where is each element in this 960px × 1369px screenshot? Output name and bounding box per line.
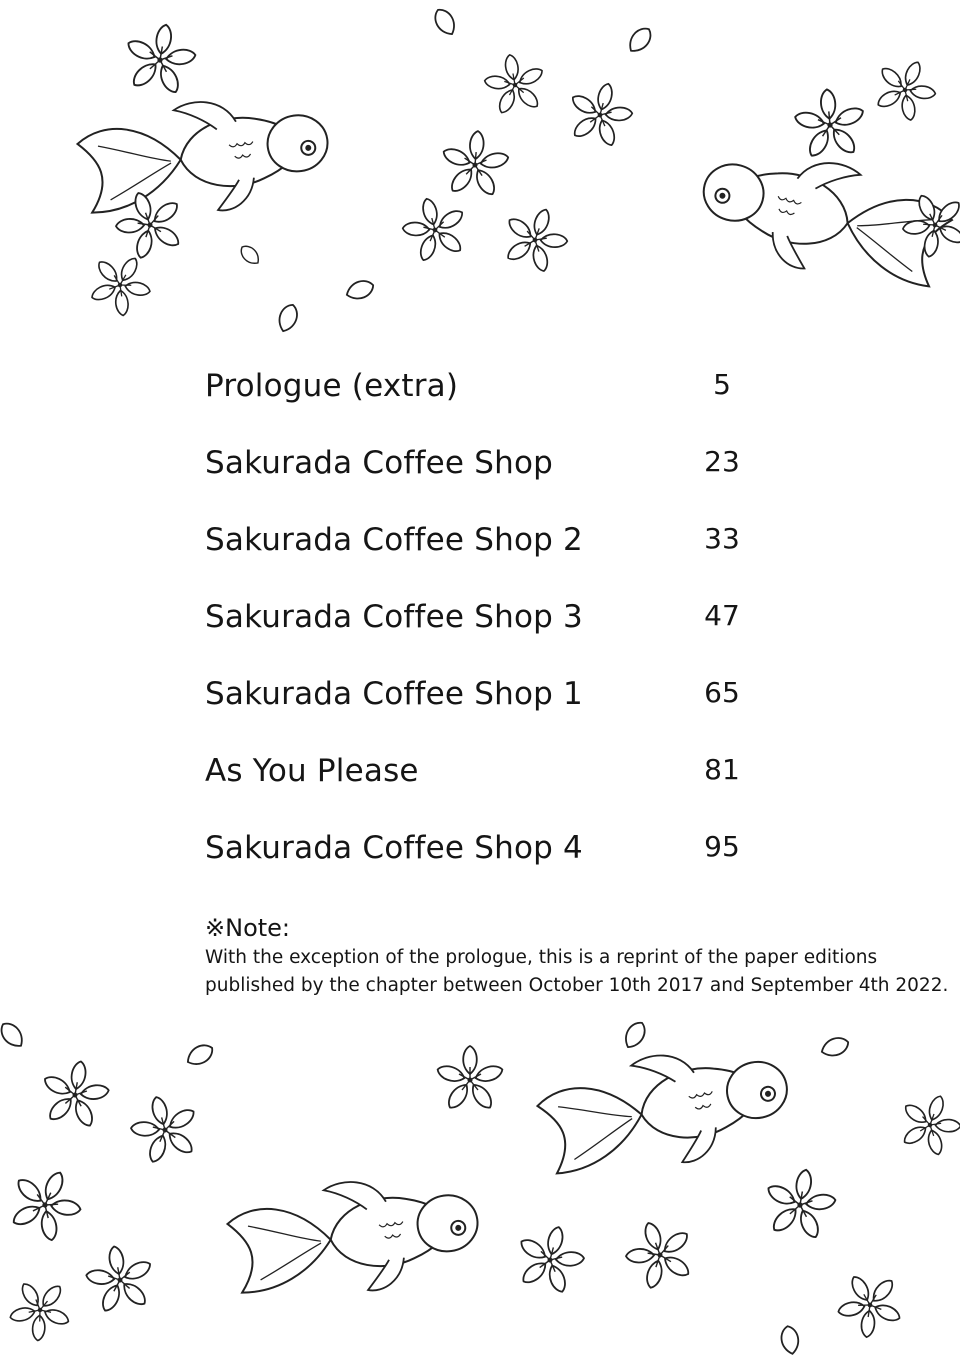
toc-entry-page-number: 5 xyxy=(713,368,731,401)
toc-entry xyxy=(205,516,765,593)
toc-entry-title: Sakurada Coffee Shop 1 xyxy=(205,676,583,712)
toc-entry-title: Sakurada Coffee Shop 4 xyxy=(205,830,583,866)
toc-entry-page-number: 23 xyxy=(704,445,740,478)
toc-entry-title: Sakurada Coffee Shop 3 xyxy=(205,599,583,635)
toc-entry xyxy=(205,824,765,901)
note-text-line: published by the chapter between October 10th 2017 and September 4th 2022. xyxy=(205,975,949,996)
toc-entry-page-number: 81 xyxy=(704,753,740,786)
toc-entry-page-number: 33 xyxy=(704,522,740,555)
toc-entry-page-number: 47 xyxy=(704,599,740,632)
toc-entry xyxy=(205,439,765,516)
toc-entry-title: As You Please xyxy=(205,753,419,789)
note-text-line: With the exception of the prologue, this is a reprint of the paper editions xyxy=(205,947,878,968)
toc-entry-page-number: 65 xyxy=(704,676,740,709)
top-sakura-goldfish-illustration xyxy=(0,0,960,340)
toc-entry-title: Sakurada Coffee Shop 2 xyxy=(205,522,583,558)
toc-entry xyxy=(205,747,765,824)
toc-entry xyxy=(205,670,765,747)
toc-entry xyxy=(205,362,765,439)
toc-entry xyxy=(205,593,765,670)
toc-entry-title: Prologue (extra) xyxy=(205,368,459,404)
toc-entry-page-number: 95 xyxy=(704,830,740,863)
bottom-sakura-goldfish-illustration xyxy=(0,1005,960,1369)
toc-entry-title: Sakurada Coffee Shop xyxy=(205,445,553,481)
note-heading: ※Note: xyxy=(205,914,291,942)
table-of-contents xyxy=(205,362,765,901)
reprint-note xyxy=(205,912,949,1000)
